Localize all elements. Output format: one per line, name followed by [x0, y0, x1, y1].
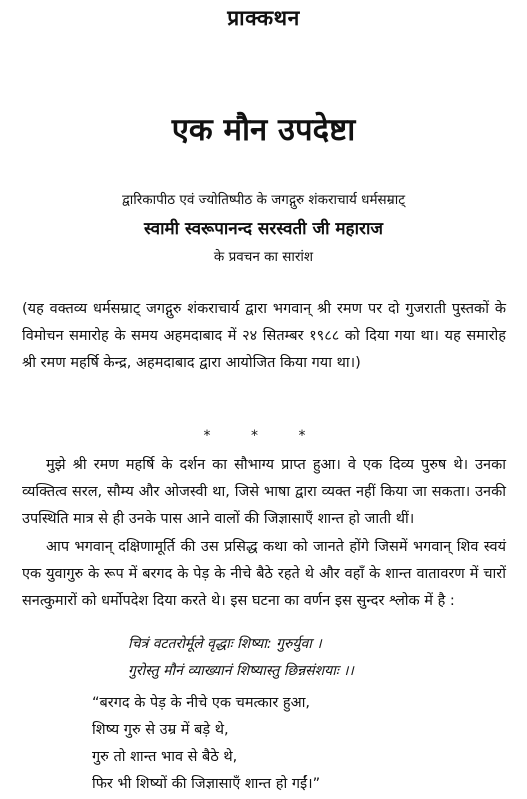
page-title: एक मौन उपदेष्टा: [171, 112, 356, 148]
verse-line-2: गुरोस्तु मौनं व्याख्यानं शिष्यास्तु छिन्नसंशयाः ।।: [128, 663, 354, 679]
translation-line-4: फिर भी शिष्यों की जिज्ञासाएँ शान्त हो गईं।”: [92, 776, 321, 792]
translation-line-3: गुरु तो शान्त भाव से बैठे थे,: [92, 749, 238, 765]
byline-line-3: के प्रवचन का सारांश: [213, 249, 314, 265]
context-note: (यह वक्तव्य धर्मसम्राट् जगद्गुरु शंकराचार्य द्वारा भगवान् श्री रमण पर दो गुजराती पुस्तकों के विमोचन समारोह के समय अहमदाबाद में २४ सितम्बर १९८८ को दिया गया था। यह समारोह श्री रमण महर्षि केन्द्र, अहमदाबाद द्वारा आयोजित किया गया था।): [22, 301, 506, 371]
verse-translation: [92, 690, 512, 798]
translation-line-2: शिष्य गुरु से उम्र में बड़े थे,: [92, 722, 229, 738]
paragraph-2: आप भगवान् दक्षिणामूर्ति की उस प्रसिद्ध कथा को जानते होंगे जिसमें भगवान् शिव स्वयं एक युवागुरु के रूप में बरगद के पेड़ के नीचे बैठे रहते थे और वहाँ के शान्त वातावरण में चारों सनत्कुमारों को धर्मोपदेश दिया करते थे। इस घटना का वर्णन इस सुन्दर श्लोक में है :: [22, 539, 506, 609]
paragraph-1: मुझे श्री रमण महर्षि के दर्शन का सौभाग्य प्राप्त हुआ। वे एक दिव्य पुरुष थे। उनका व्यक्तित्व सरल, सौम्य और ओजस्वी था, जिसे भाषा द्वारा व्यक्त नहीं किया जा सकता। उनकी उपस्थिति मात्र से ही उनके पास आने वालों की जिज्ञासाएँ शान्त हो जाती थीं।: [22, 457, 506, 527]
section-separator: * * *: [203, 428, 324, 444]
byline-line-1: द्वारिकापीठ एवं ज्योतिष्पीठ के जगद्गुरु शंकराचार्य धर्मसम्राट्: [121, 192, 406, 208]
verse-line-1: चित्रं वटतरोर्मूले वृद्धाः शिष्या: गुरुर्युवा ।: [128, 636, 322, 652]
speaker-name: स्वामी स्वरूपानन्द सरस्वती जी महाराज: [144, 219, 383, 239]
section-title: प्राक्कथन: [227, 6, 300, 30]
translation-line-1: “बरगद के पेड़ के नीचे एक चमत्कार हुआ,: [92, 695, 311, 711]
sanskrit-verse: [128, 631, 508, 685]
